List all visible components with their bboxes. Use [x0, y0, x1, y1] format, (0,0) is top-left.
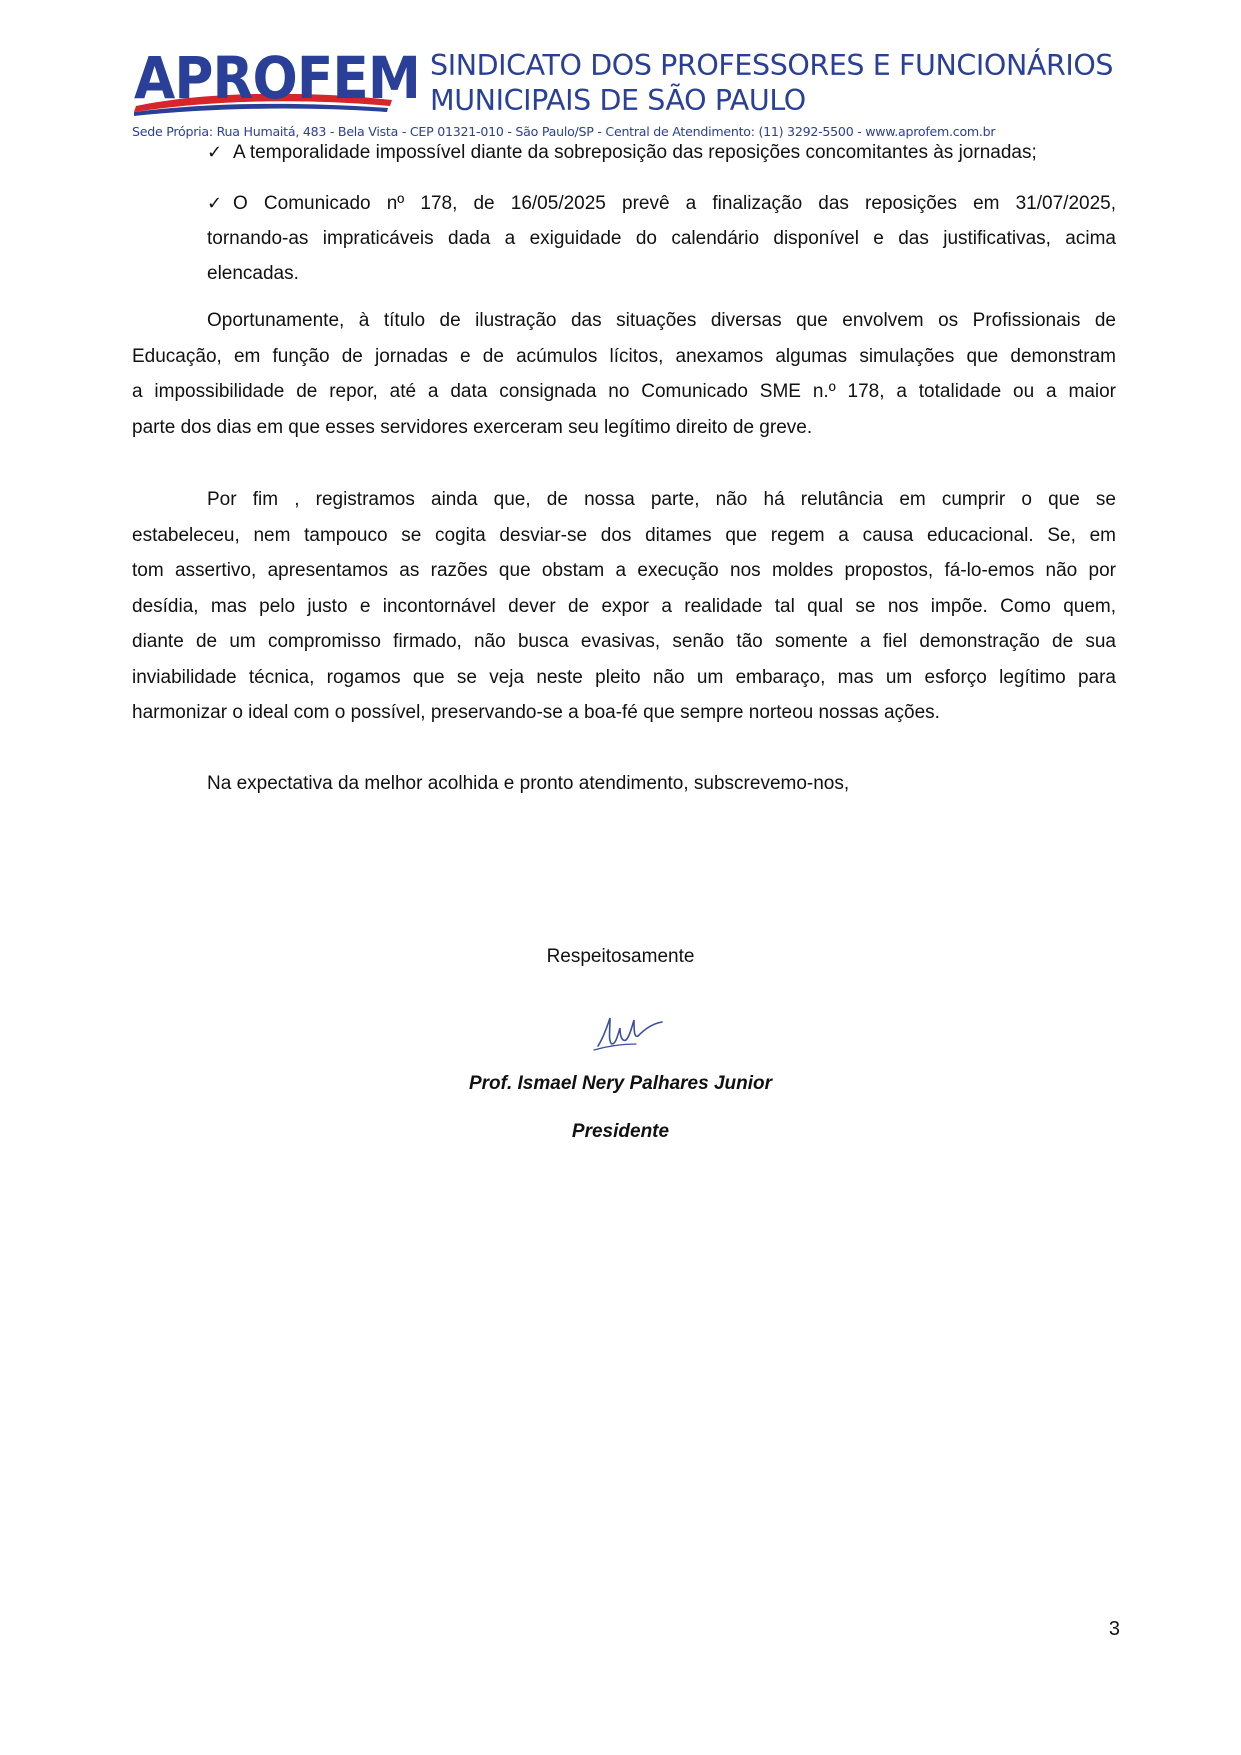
- paragraph-line: a impossibilidade de repor, até a data consignada no Comunicado SME n.º 178, a totalidade ou a maior: [132, 381, 1116, 402]
- paragraph-line: inviabilidade técnica, rogamos que se veja neste pleito não um embaraço, mas um esforço legítimo para: [132, 667, 1116, 688]
- bullet-item: [207, 192, 1116, 216]
- signer-name: Prof. Ismael Nery Palhares Junior: [468, 1073, 773, 1094]
- organization-name: [430, 48, 1114, 118]
- paragraph-line: harmonizar o ideal com o possível, preservando-se a boa-fé que sempre norteou nossas ações.: [132, 702, 940, 723]
- signer-title: Presidente: [571, 1121, 670, 1142]
- bullet-text: A temporalidade impossível diante da sobreposição das reposições concomitantes às jornadas;: [233, 142, 1037, 163]
- letterhead: [132, 44, 1114, 144]
- bullet-item: [207, 141, 1116, 165]
- bullet-text: O Comunicado nº 178, de 16/05/2025 prevê a finalização das reposições em 31/07/2025,: [233, 193, 1116, 214]
- aprofem-logo: [132, 44, 427, 118]
- paragraph-line: desídia, mas pelo justo e incontornável dever de expor a realidade tal qual se nos impõe. Como quem,: [132, 596, 1116, 617]
- check-icon: ✓: [207, 193, 223, 214]
- letterhead-address: Sede Própria: Rua Humaitá, 483 - Bela Vista - CEP 01321-010 - São Paulo/SP - Central de Atendimento: (11) 3292-5500 - www.aprofem.com.br: [132, 124, 996, 139]
- page-number: 3: [1108, 1618, 1120, 1640]
- paragraph-line: Na expectativa da melhor acolhida e pronto atendimento, subscrevemo-nos,: [207, 773, 850, 794]
- bullet-text-continued: elencadas.: [207, 263, 299, 284]
- organization-name-line1: SINDICATO DOS PROFESSORES E FUNCIONÁRIOS: [430, 49, 1114, 82]
- paragraph-line: Educação, em função de jornadas e de acúmulos lícitos, anexamos algumas simulações que demonstram: [132, 346, 1116, 367]
- handwritten-signature: [588, 1000, 668, 1056]
- paragraph-line: diante de um compromisso firmado, não busca evasivas, senão tão somente a fiel demonstração de sua: [132, 631, 1116, 652]
- paragraph-line: Por fim , registramos ainda que, de nossa parte, não há relutância em cumprir o que se: [207, 489, 1116, 510]
- bullet-text-continued: tornando-as impraticáveis dada a exiguidade do calendário disponível e das justificativas, acima: [207, 228, 1116, 249]
- organization-name-line2: MUNICIPAIS DE SÃO PAULO: [430, 84, 806, 117]
- check-icon: ✓: [207, 142, 223, 163]
- paragraph-line: tom assertivo, apresentamos as razões que obstam a execução nos moldes propostos, fá-lo-emos não por: [132, 560, 1116, 581]
- paragraph-line: Oportunamente, à título de ilustração das situações diversas que envolvem os Profissionais de: [207, 310, 1116, 331]
- paragraph-line: parte dos dias em que esses servidores exerceram seu legítimo direito de greve.: [132, 417, 813, 438]
- svg-text:APROFEM: APROFEM: [134, 44, 420, 112]
- paragraph-line: estabeleceu, nem tampouco se cogita desviar-se dos ditames que regem a causa educacional. Se, em: [132, 525, 1116, 546]
- closing-salutation: Respeitosamente: [546, 946, 695, 967]
